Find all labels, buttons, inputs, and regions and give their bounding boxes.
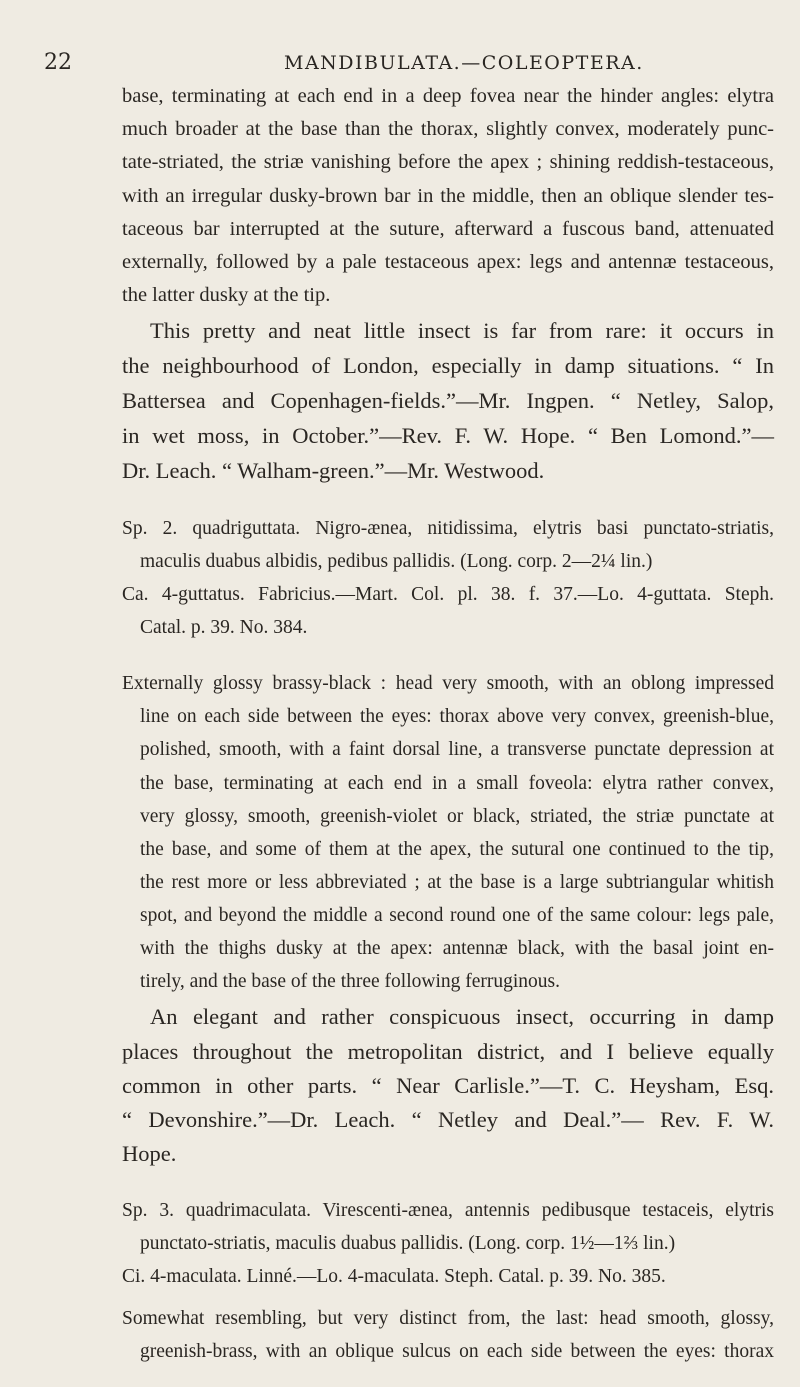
running-head: MANDIBULATA.—COLEOPTERA.	[284, 52, 644, 74]
text-line: in wet moss, in October.”—Rev. F. W. Hope. “ Ben Lomond.”—	[122, 423, 774, 448]
text-line: the base, terminating at each end in a small foveola: elytra rather convex,	[140, 773, 774, 794]
text-line: Externally glossy brassy-black : head very smooth, with an oblong impressed	[122, 673, 774, 694]
text-line: with the thighs dusky at the apex: antennæ black, with the basal joint en-	[140, 938, 774, 959]
text-line: much broader at the base than the thorax, slightly convex, moderately punc-	[122, 118, 774, 140]
text-line: the base, and some of them at the apex, the sutural one continued to the tip,	[140, 839, 774, 860]
text-line: places throughout the metropolitan district, and I believe equally	[122, 1039, 774, 1064]
text-line: externally, followed by a pale testaceous apex: legs and antennæ testaceous,	[122, 251, 774, 273]
page-header	[44, 50, 740, 75]
synonymy-line: Ca. 4-guttatus. Fabricius.—Mart. Col. pl. 38. f. 37.—Lo. 4-guttata. Steph.	[122, 584, 774, 605]
page-number: 22	[44, 50, 72, 75]
text-line: This pretty and neat little insect is far from rare: it occurs in	[150, 318, 774, 343]
text-line: with an irregular dusky-brown bar in the middle, then an oblique slender tes-	[122, 185, 774, 207]
text-line: Hope.	[122, 1141, 177, 1166]
text-line: “ Devonshire.”—Dr. Leach. “ Netley and Deal.”— Rev. F. W.	[122, 1107, 774, 1132]
synonymy-line: Ci. 4-maculata. Linné.—Lo. 4-maculata. Steph. Catal. p. 39. No. 385.	[122, 1266, 666, 1287]
species-diagnosis: punctato-striatis, maculis duabus pallidis. (Long. corp. 1½—1⅔ lin.)	[140, 1233, 676, 1254]
text-line: Somewhat resembling, but very distinct from, the last: head smooth, glossy,	[122, 1308, 774, 1329]
text-line: the latter dusky at the tip.	[122, 284, 331, 306]
text-line: tate-striated, the striæ vanishing before the apex ; shining reddish-testaceous,	[122, 151, 774, 173]
species-heading: Sp. 2. quadriguttata. Nigro-ænea, nitidissima, elytris basi punctato-striatis,	[122, 518, 774, 539]
text-line: taceous bar interrupted at the suture, afterward a fuscous band, attenuated	[122, 218, 774, 240]
text-line: spot, and beyond the middle a second round one of the same colour: legs pale,	[140, 905, 774, 926]
text-line: base, terminating at each end in a deep fovea near the hinder angles: elytra	[122, 85, 774, 107]
synonymy-line: Catal. p. 39. No. 384.	[140, 617, 308, 638]
text-line: tirely, and the base of the three following ferruginous.	[140, 971, 561, 992]
text-line: Dr. Leach. “ Walham-green.”—Mr. Westwood.	[122, 458, 545, 483]
text-line: very glossy, smooth, greenish-violet or black, striated, the striæ punctate at	[140, 806, 774, 827]
text-line: greenish-brass, with an oblique sulcus on each side between the eyes: thorax	[140, 1341, 774, 1362]
text-line: common in other parts. “ Near Carlisle.”—T. C. Heysham, Esq.	[122, 1073, 774, 1098]
species-diagnosis: maculis duabus albidis, pedibus pallidis. (Long. corp. 2—2¼ lin.)	[140, 551, 653, 572]
text-line: the neighbourhood of London, especially in damp situations. “ In	[122, 353, 774, 378]
text-line: the rest more or less abbreviated ; at the base is a large subtriangular whitish	[140, 872, 774, 893]
text-line: polished, smooth, with a faint dorsal line, a transverse punctate depression at	[140, 739, 774, 760]
text-line: line on each side between the eyes: thorax above very convex, greenish-blue,	[140, 706, 774, 727]
text-line: An elegant and rather conspicuous insect, occurring in damp	[150, 1004, 774, 1029]
species-heading: Sp. 3. quadrimaculata. Virescenti-ænea, antennis pedibusque testaceis, elytris	[122, 1200, 774, 1221]
text-line: Battersea and Copenhagen-fields.”—Mr. Ingpen. “ Netley, Salop,	[122, 388, 774, 413]
